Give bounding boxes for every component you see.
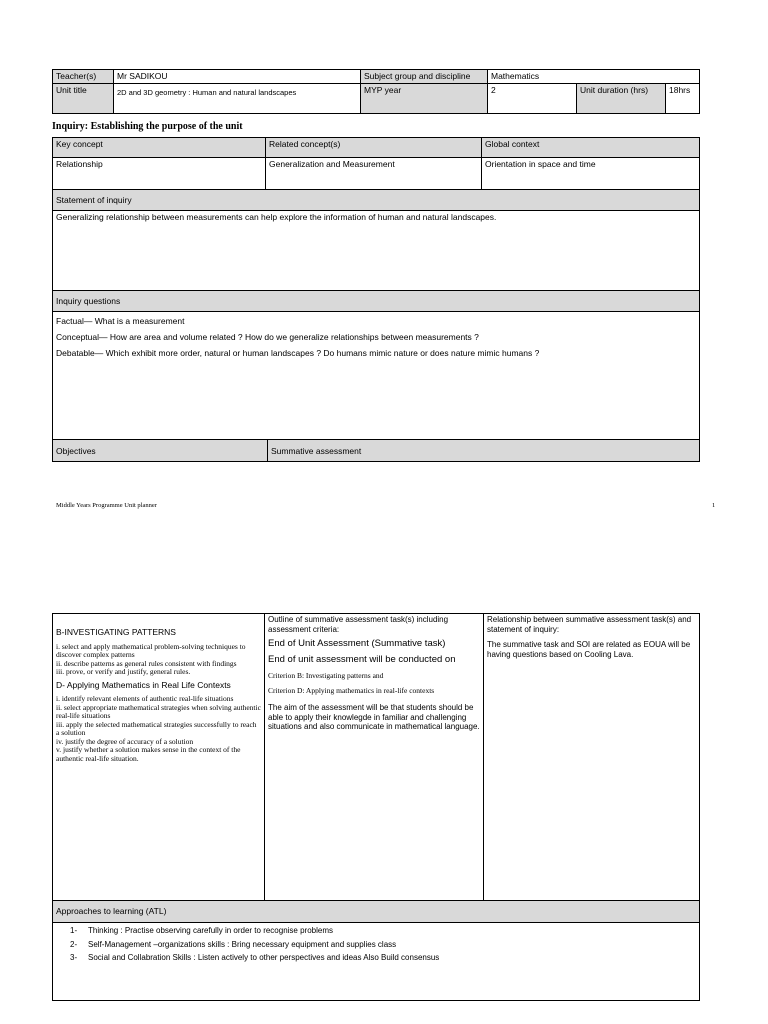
myp-year-label: MYP year — [361, 84, 488, 114]
objectives-label: Objectives — [53, 440, 268, 462]
d-item: v. justify whether a solution makes sense in the context of the authentic real-life situation. — [56, 745, 241, 763]
atl-list — [70, 926, 696, 963]
unit-title-label: Unit title — [53, 84, 114, 114]
atl-item — [70, 926, 696, 936]
statement-text: Generalizing relationship between measurements can help explore the information of human and natural landscapes. — [53, 211, 700, 291]
atl-item — [70, 953, 696, 963]
atl-item-number: 2- — [70, 939, 78, 949]
footer-title: Middle Years Programme Unit planner — [56, 502, 157, 509]
subject-label: Subject group and discipline — [361, 70, 488, 84]
inquiry-questions-cell — [53, 312, 700, 440]
d-item: i. identify relevant elements of authentic real-life situations — [56, 694, 234, 703]
conceptual-question: Conceptual— How are area and volume related ? How do we generalize relationships between measurements ? — [56, 332, 479, 342]
global-context-value: Orientation in space and time — [482, 158, 700, 190]
atl-item-number: 3- — [70, 953, 78, 962]
debatable-question: Debatable— Which exhibit more order, natural or human landscapes ? Do humans mimic nature or does nature mimic humans ? — [56, 348, 540, 358]
atl-item — [70, 940, 696, 950]
duration-label: Unit duration (hrs) — [577, 84, 666, 114]
unit-header-table — [52, 69, 700, 114]
d-item: iii. apply the selected mathematical strategies successfully to reach a solution — [56, 719, 257, 737]
summative-outline-cell — [265, 614, 484, 901]
inquiry-questions-label: Inquiry questions — [53, 291, 700, 312]
end-unit-title: End of Unit Assessment (Summative task) — [268, 638, 446, 649]
criterion-b-line: Criterion B: Investigating patterns and — [268, 671, 384, 680]
atl-item-number: 1- — [70, 926, 78, 935]
b-item: ii. describe patterns as general rules consistent with findings — [56, 658, 237, 668]
inquiry-table — [52, 137, 700, 462]
related-concept-value: Generalization and Measurement — [266, 158, 482, 190]
global-context-label: Global context — [482, 138, 700, 158]
key-concept-label: Key concept — [53, 138, 266, 158]
b-item: i. select and apply mathematical problem-solving techniques to discover complex patterns — [56, 641, 246, 659]
end-unit-text: End of unit assessment will be conducted on — [268, 654, 456, 665]
assessment-table — [52, 613, 700, 1001]
relationship-heading: Relationship between summative assessment task(s) and statement of inquiry: — [487, 615, 692, 634]
inquiry-heading — [52, 121, 243, 132]
teacher-label: Teacher(s) — [53, 70, 114, 84]
criterion-b-heading: B-INVESTIGATING PATTERNS — [56, 627, 176, 637]
criterion-d-heading: D- Applying Mathematics in Real Life Contexts — [56, 679, 231, 690]
summative-assessment-label: Summative assessment — [268, 440, 700, 462]
relationship-cell — [484, 614, 700, 901]
objectives-cell — [53, 614, 265, 901]
relationship-text: The summative task and SOI are related as EOUA will be having questions based on Cooling Lava. — [487, 640, 691, 659]
criterion-d-line: Criterion D: Applying mathematics in real-life contexts — [268, 685, 435, 695]
atl-cell — [53, 923, 700, 1001]
atl-item-text: Social and Collabration Skills : Listen actively to other perspectives and ideas Also Build consensus — [88, 953, 440, 962]
teacher-value: Mr SADIKOU — [114, 70, 361, 84]
myp-year-value: 2 — [488, 84, 577, 114]
factual-question: Factual— What is a measurement — [56, 316, 185, 326]
subject-value: Mathematics — [488, 70, 700, 84]
inquiry-heading-rest: : Establishing the purpose of the unit — [84, 121, 243, 132]
inquiry-heading-bold: Inquiry — [52, 121, 85, 132]
atl-label: Approaches to learning (ATL) — [53, 901, 700, 923]
statement-label: Statement of inquiry — [53, 190, 700, 211]
related-concept-label: Related concept(s) — [266, 138, 482, 158]
atl-item-text: Self-Management –organizations skills : Bring necessary equipment and supplies class — [88, 939, 397, 949]
key-concept-value: Relationship — [53, 158, 266, 190]
unit-title-value: 2D and 3D geometry : Human and natural landscapes — [114, 84, 361, 114]
b-item: iii. prove, or verify and justify, general rules. — [56, 667, 191, 676]
assessment-aim: The aim of the assessment will be that students should be able to apply their knowlegde in familiar and challenging situations and also communicate in mathematical language. — [268, 703, 480, 731]
page-number: 1 — [712, 502, 716, 509]
d-item: ii. select appropriate mathematical strategies when solving authentic real-life situations — [56, 702, 261, 720]
atl-item-text: Thinking : Practise observing carefully in order to recognise problems — [88, 926, 334, 935]
outline-heading: Outline of summative assessment task(s) including assessment criteria: — [268, 615, 449, 634]
duration-value: 18hrs — [666, 84, 700, 114]
d-item: iv. justify the degree of accuracy of a solution — [56, 736, 194, 746]
